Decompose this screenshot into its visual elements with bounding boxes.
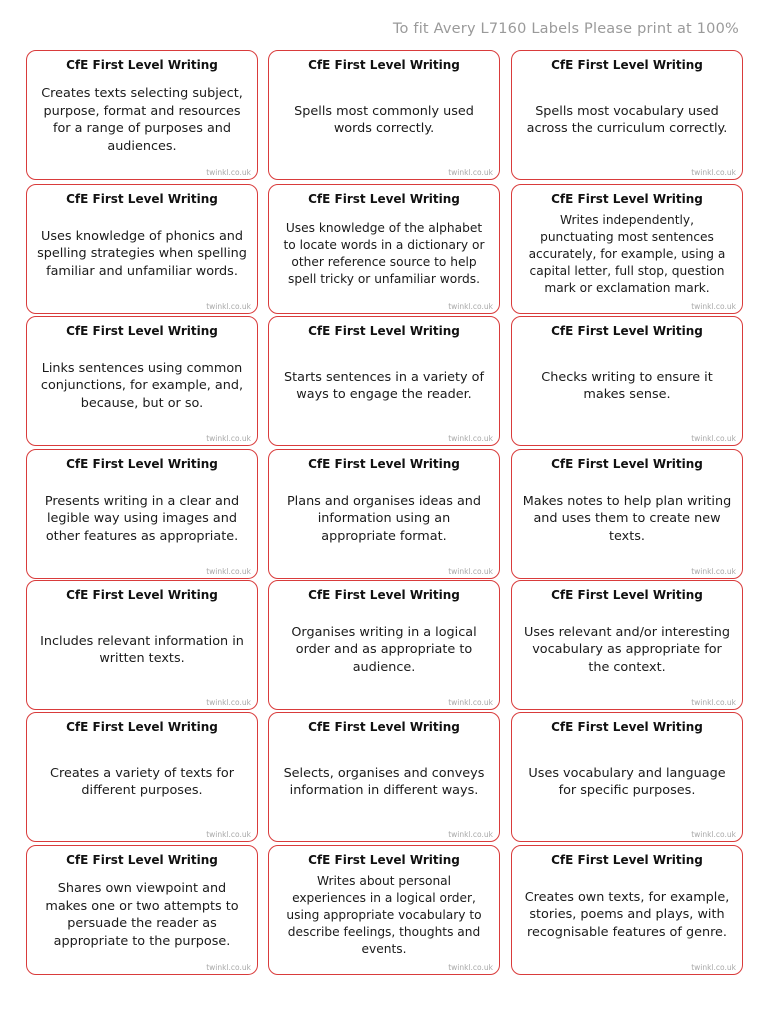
label-card [268, 580, 500, 710]
label-card [511, 316, 743, 446]
label-text: Includes relevant information in written texts. [40, 633, 244, 666]
label-text: Uses vocabulary and language for specific purposes. [528, 765, 726, 798]
label-card [26, 184, 258, 314]
label-footer: twinkl.co.uk [691, 698, 736, 707]
label-title: CfE First Level Writing [308, 720, 460, 734]
label-text: Presents writing in a clear and legible way using images and other features as appropriate. [44, 493, 240, 544]
label-text: Plans and organises ideas and information using an appropriate format. [286, 493, 482, 544]
label-text: Writes about personal experiences in a logical order, using appropriate vocabulary to describe feelings, thoughts and events. [286, 873, 482, 956]
label-card [268, 712, 500, 842]
print-instructions: To fit Avery L7160 Labels Please print at 100% [392, 21, 739, 37]
label-card [268, 50, 500, 180]
label-title: CfE First Level Writing [308, 457, 460, 471]
label-title: CfE First Level Writing [308, 192, 460, 206]
label-footer: twinkl.co.uk [691, 168, 736, 177]
label-card [268, 449, 500, 579]
label-card [26, 712, 258, 842]
label-card [511, 580, 743, 710]
label-title: CfE First Level Writing [551, 457, 703, 471]
label-text: Creates own texts, for example, stories, poems and plays, with recognisable features of genre. [524, 889, 730, 940]
label-card [511, 184, 743, 314]
label-text: Shares own viewpoint and makes one or two attempts to persuade the reader as appropriate to the purpose. [45, 881, 239, 949]
label-footer: twinkl.co.uk [448, 963, 493, 972]
label-footer: twinkl.co.uk [206, 963, 251, 972]
label-title: CfE First Level Writing [551, 58, 703, 72]
label-footer: twinkl.co.uk [691, 567, 736, 576]
label-title: CfE First Level Writing [66, 324, 218, 338]
label-card [511, 712, 743, 842]
label-card [26, 50, 258, 180]
label-card [511, 449, 743, 579]
label-footer: twinkl.co.uk [448, 567, 493, 576]
label-card [26, 449, 258, 579]
label-title: CfE First Level Writing [66, 588, 218, 602]
label-title: CfE First Level Writing [66, 457, 218, 471]
label-card [26, 845, 258, 975]
label-title: CfE First Level Writing [66, 853, 218, 867]
label-title: CfE First Level Writing [66, 192, 218, 206]
label-title: CfE First Level Writing [308, 324, 460, 338]
label-card [511, 845, 743, 975]
label-text: Writes independently, punctuating most sentences accurately, for example, using a capital letter, full stop, question mark or exclamation mark. [528, 212, 726, 295]
label-text: Links sentences using common conjunctions, for example, and, because, but or so. [40, 360, 244, 411]
label-footer: twinkl.co.uk [206, 830, 251, 839]
label-title: CfE First Level Writing [551, 324, 703, 338]
label-footer: twinkl.co.uk [206, 698, 251, 707]
label-text: Organises writing in a logical order and as appropriate to audience. [291, 624, 477, 675]
label-card [268, 845, 500, 975]
label-footer: twinkl.co.uk [691, 434, 736, 443]
label-text: Creates texts selecting subject, purpose, format and resources for a range of purposes and audiences. [41, 86, 243, 154]
label-text: Checks writing to ensure it makes sense. [541, 369, 713, 402]
label-text: Creates a variety of texts for different purposes. [50, 765, 234, 798]
label-title: CfE First Level Writing [308, 853, 460, 867]
label-footer: twinkl.co.uk [691, 830, 736, 839]
label-card [268, 184, 500, 314]
label-card [26, 580, 258, 710]
label-card [26, 316, 258, 446]
label-title: CfE First Level Writing [66, 720, 218, 734]
label-title: CfE First Level Writing [551, 588, 703, 602]
label-text: Spells most commonly used words correctly. [294, 103, 474, 136]
label-footer: twinkl.co.uk [448, 698, 493, 707]
label-text: Uses knowledge of phonics and spelling strategies when spelling familiar and unfamiliar words. [37, 228, 247, 279]
label-footer: twinkl.co.uk [206, 168, 251, 177]
label-footer: twinkl.co.uk [448, 830, 493, 839]
label-card [511, 50, 743, 180]
label-title: CfE First Level Writing [308, 588, 460, 602]
label-title: CfE First Level Writing [66, 58, 218, 72]
label-title: CfE First Level Writing [551, 853, 703, 867]
label-footer: twinkl.co.uk [448, 434, 493, 443]
label-footer: twinkl.co.uk [691, 963, 736, 972]
label-footer: twinkl.co.uk [206, 302, 251, 311]
label-text: Selects, organises and conveys information in different ways. [283, 765, 485, 798]
label-text: Uses relevant and/or interesting vocabulary as appropriate for the context. [524, 624, 730, 675]
label-text: Makes notes to help plan writing and uses them to create new texts. [522, 493, 732, 544]
label-footer: twinkl.co.uk [691, 302, 736, 311]
label-text: Starts sentences in a variety of ways to engage the reader. [283, 369, 485, 402]
label-footer: twinkl.co.uk [448, 302, 493, 311]
label-footer: twinkl.co.uk [206, 434, 251, 443]
label-footer: twinkl.co.uk [448, 168, 493, 177]
label-title: CfE First Level Writing [308, 58, 460, 72]
label-title: CfE First Level Writing [551, 192, 703, 206]
label-title: CfE First Level Writing [551, 720, 703, 734]
label-card [268, 316, 500, 446]
label-text: Uses knowledge of the alphabet to locate words in a dictionary or other reference source to help spell tricky or unfamiliar words. [283, 221, 485, 286]
label-footer: twinkl.co.uk [206, 567, 251, 576]
label-text: Spells most vocabulary used across the curriculum correctly. [526, 103, 728, 136]
